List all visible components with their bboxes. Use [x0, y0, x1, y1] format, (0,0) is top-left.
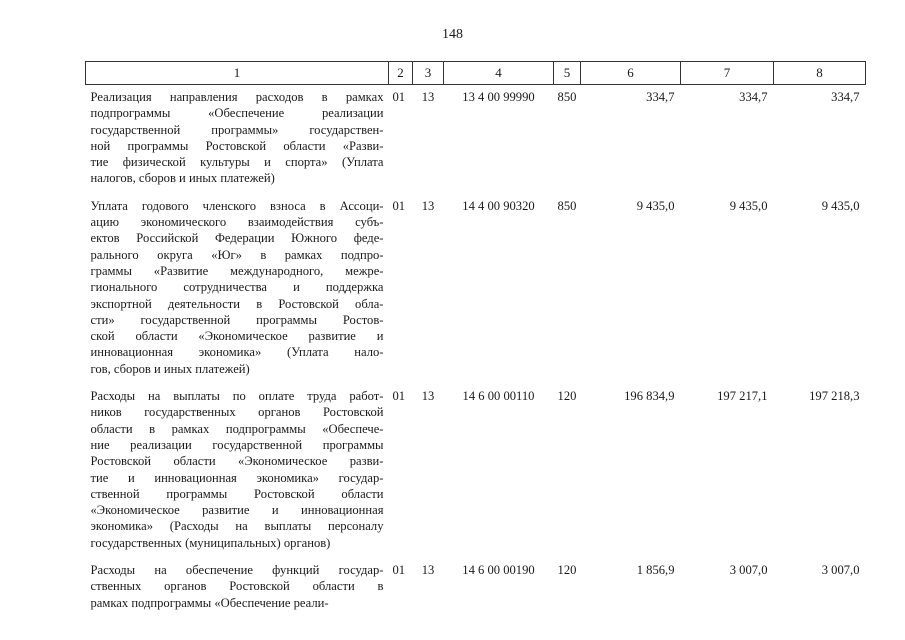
page-number: 148: [442, 27, 463, 42]
table-row: [86, 193, 866, 383]
table-body: [86, 85, 866, 617]
amount-year-2: 197 217,1: [717, 389, 768, 404]
description-line: государственной программы» государствен-: [90, 122, 384, 137]
description-line: области в рамках подпрограммы «Обеспече-: [90, 421, 384, 436]
description-line: тие и инновационная экономика» государ-: [90, 470, 384, 485]
row-description: [86, 193, 389, 383]
row-description: [86, 557, 389, 617]
amount-year-3: 197 218,3: [809, 389, 860, 404]
amount-year-3: 9 435,0: [821, 198, 860, 213]
header-col-4: 4: [444, 62, 554, 85]
amount-year-1: 9 435,0: [636, 198, 675, 213]
description-line: ской области «Экономическое развитие и: [90, 329, 384, 344]
section-code: 01: [392, 198, 406, 213]
description-line: ектов Российской Федерации Южного феде-: [90, 231, 384, 246]
description-line: ной программы Ростовской области «Разви-: [90, 138, 384, 153]
description-line: Реализация направления расходов в рамках: [90, 90, 384, 104]
description-line: экономика» (Расходы на выплаты персоналу: [90, 519, 384, 534]
target-article-code: 14 6 00 00110: [462, 389, 535, 404]
description-line: Расходы на выплаты по оплате труда работ-: [90, 389, 384, 404]
subsection-code: 13: [421, 563, 435, 578]
description-line: инновационная экономика» (Уплата нало-: [90, 345, 384, 360]
description-line: ацию экономического взаимодействия субъ-: [90, 215, 384, 230]
subsection-code: 13: [421, 90, 435, 104]
header-row: [86, 62, 866, 85]
description-line: налогов, сборов и иных платежей): [90, 171, 275, 186]
header-col-1: 1: [86, 62, 389, 85]
expense-type-code: 850: [557, 198, 577, 213]
description-line: гов, сборов и иных платежей): [90, 361, 250, 376]
amount-year-3: 3 007,0: [821, 563, 860, 578]
expense-type-code: 120: [557, 563, 577, 578]
row-description: [86, 383, 389, 557]
table-row: [86, 557, 866, 617]
description-line: рамках подпрограммы «Обеспечение реали-: [90, 595, 329, 610]
target-article-code: 14 4 00 90320: [462, 198, 535, 213]
description-line: Уплата годового членского взноса в Ассоци-: [90, 198, 384, 213]
amount-year-2: 9 435,0: [729, 198, 768, 213]
header-col-5: 5: [554, 62, 581, 85]
description-line: ников государственных органов Ростовской: [90, 405, 384, 420]
description-line: подпрограммы «Обеспечение реализации: [90, 106, 384, 121]
header-col-7: 7: [681, 62, 774, 85]
table-row: [86, 383, 866, 557]
row-description: [86, 85, 389, 193]
header-col-3: 3: [413, 62, 444, 85]
section-code: 01: [392, 563, 406, 578]
description-line: «Экономическое развитие и инновационная: [90, 503, 384, 518]
header-col-8: 8: [774, 62, 866, 85]
description-line: Ростовской области «Экономическое разви-: [90, 454, 384, 469]
description-line: сти» государственной программы Ростов-: [90, 312, 384, 327]
amount-year-3: 334,7: [831, 90, 860, 104]
amount-year-2: 334,7: [739, 90, 768, 104]
amount-year-1: 1 856,9: [636, 563, 675, 578]
amount-year-2: 3 007,0: [729, 563, 768, 578]
target-article-code: 14 6 00 00190: [462, 563, 535, 578]
header-col-2: 2: [389, 62, 413, 85]
budget-table: [85, 61, 866, 617]
subsection-code: 13: [421, 389, 435, 404]
description-line: экспортной деятельности в Ростовской обла-: [90, 296, 384, 311]
description-line: государственных (муниципальных) органов): [90, 535, 331, 550]
description-line: ственных органов Ростовской области в: [90, 579, 384, 594]
description-line: ние реализации государственной программы: [90, 437, 384, 452]
table-header: [86, 62, 866, 85]
amount-year-1: 334,7: [646, 90, 675, 104]
expense-type-code: 120: [557, 389, 577, 404]
table-row: [86, 85, 866, 193]
description-line: граммы «Развитие международного, межре-: [90, 263, 384, 278]
amount-year-1: 196 834,9: [624, 389, 675, 404]
description-line: Расходы на обеспечение функций государ-: [90, 563, 384, 578]
target-article-code: 13 4 00 99990: [462, 90, 535, 104]
subsection-code: 13: [421, 198, 435, 213]
description-line: рального округа «Юг» в рамках подпро-: [90, 247, 384, 262]
description-line: гионального сотрудничества и поддержка: [90, 280, 384, 295]
description-line: ственной программы Ростовской области: [90, 486, 384, 501]
expense-type-code: 850: [557, 90, 577, 104]
header-col-6: 6: [581, 62, 681, 85]
section-code: 01: [392, 90, 406, 104]
description-line: тие физической культуры и спорта» (Уплата: [90, 155, 384, 170]
section-code: 01: [392, 389, 406, 404]
